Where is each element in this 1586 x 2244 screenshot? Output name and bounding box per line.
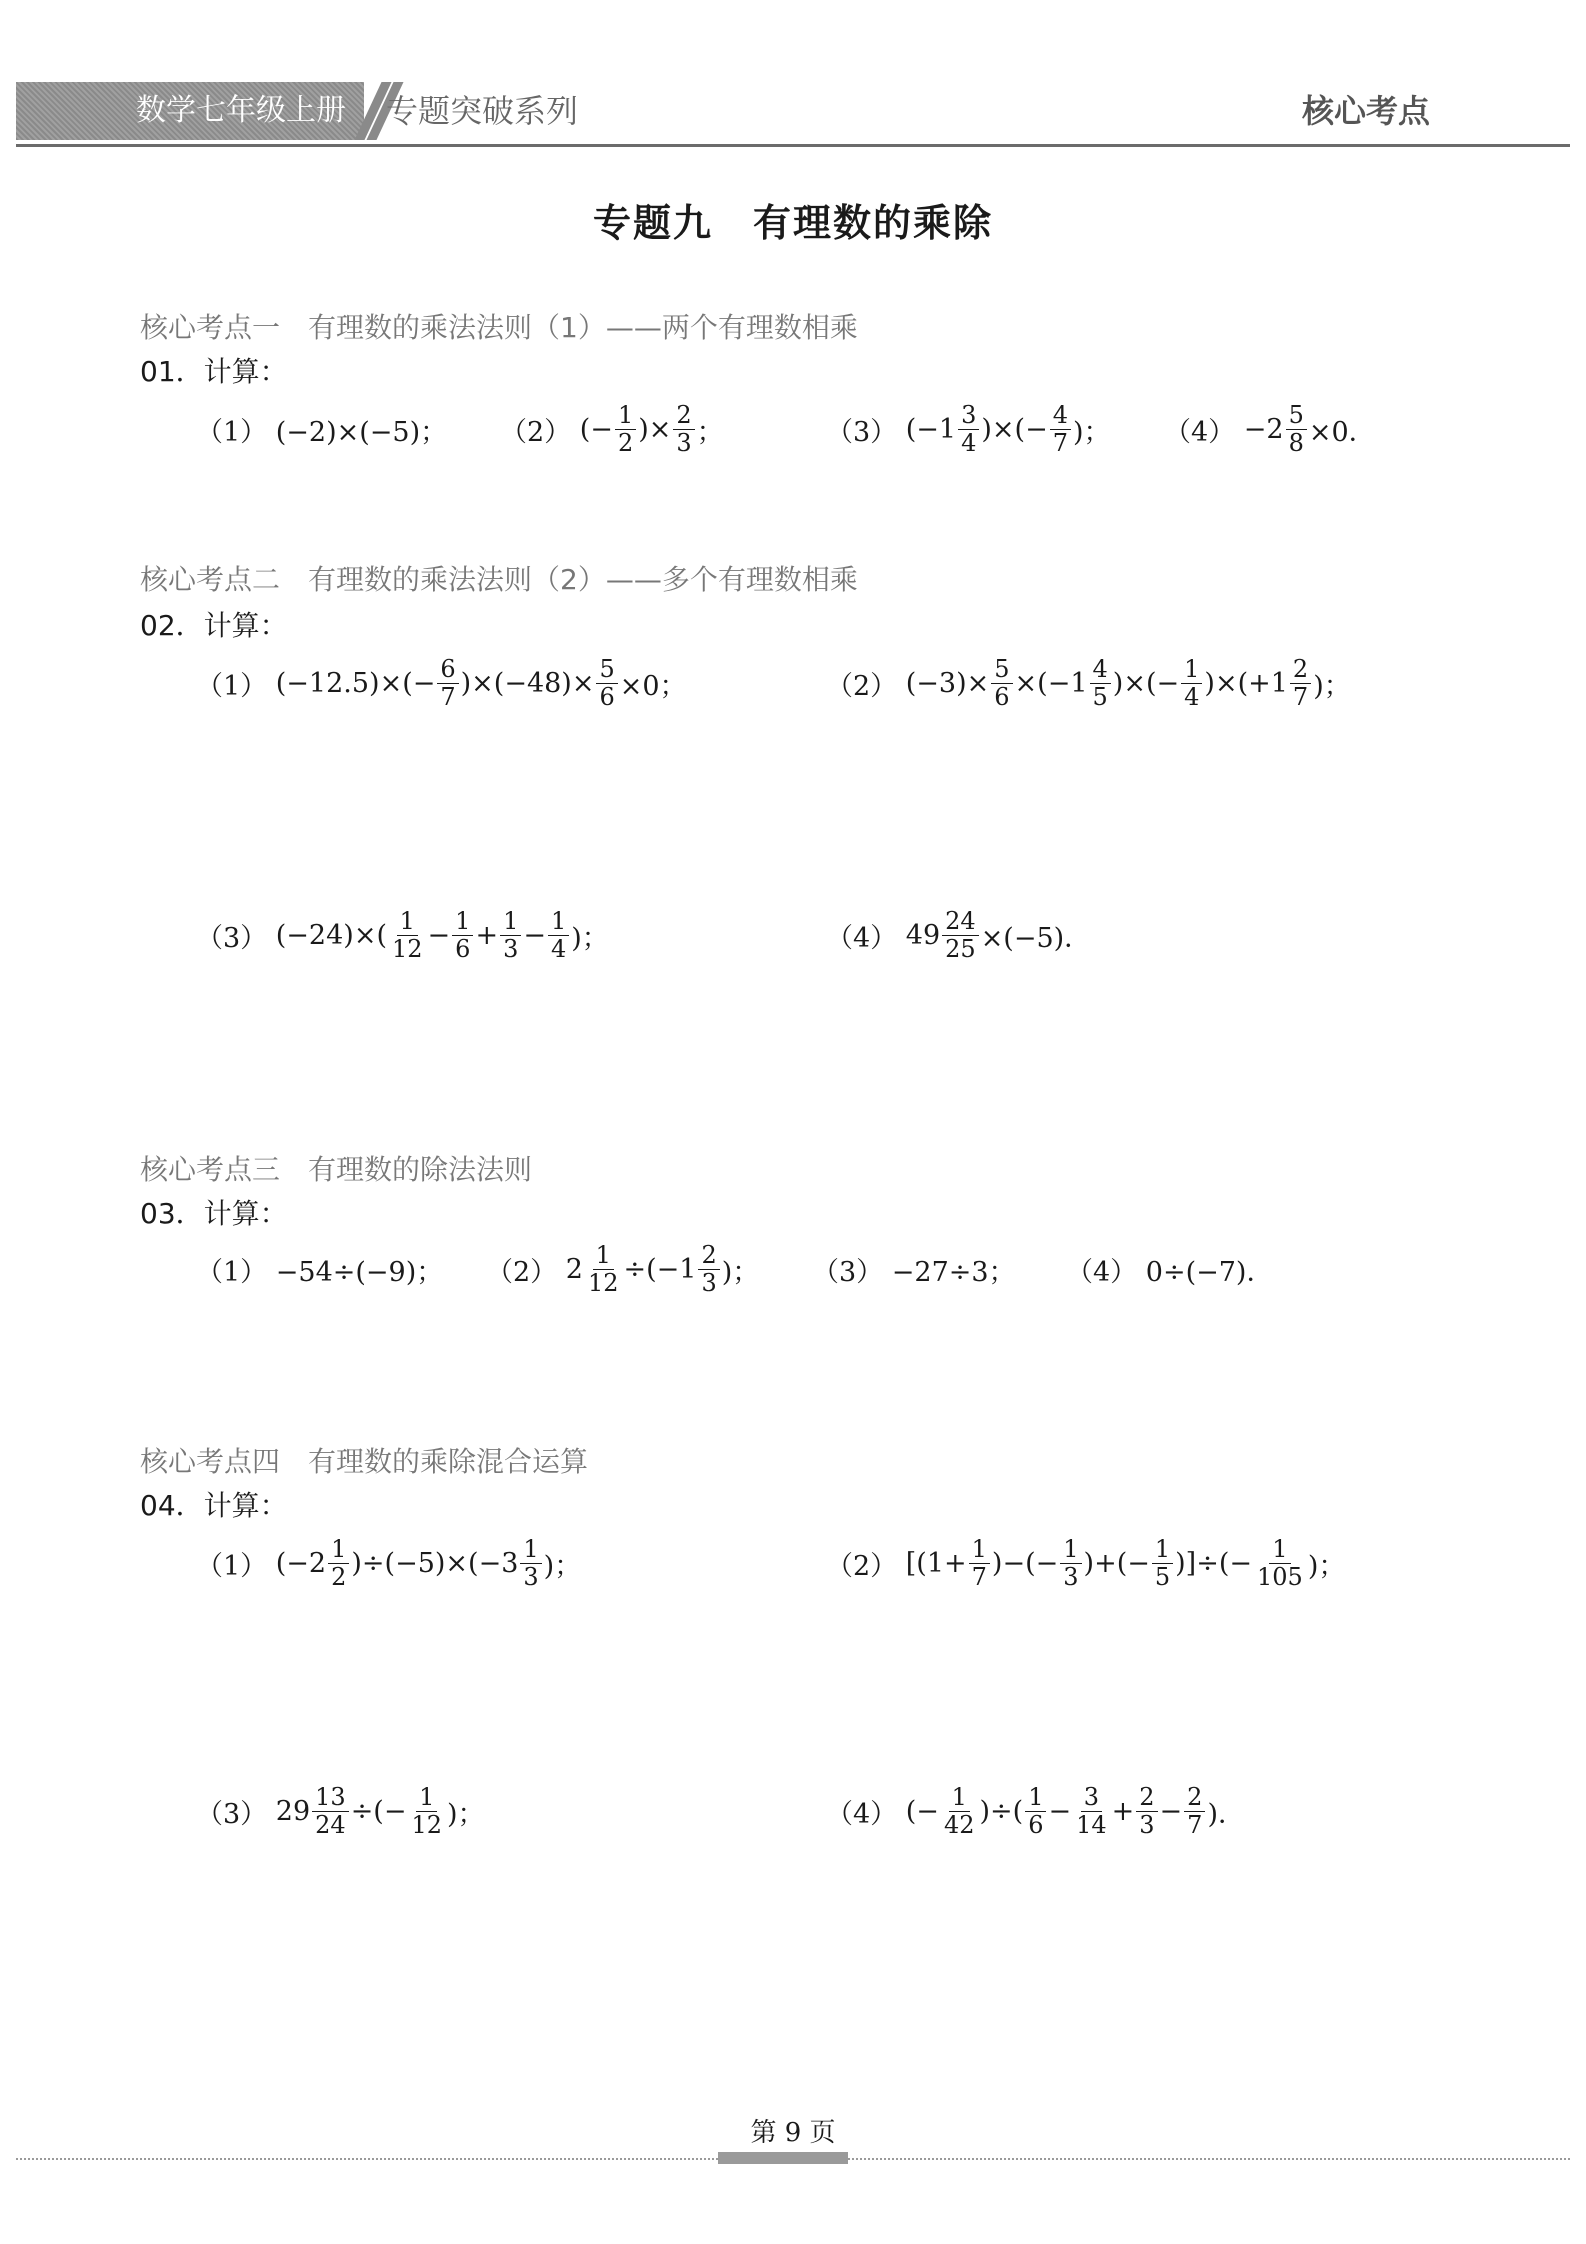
problem: （2） [(1+ $\frac{1}{7}$ )−(− $\frac{1}{3}$ )+(− $\frac{1}{5}$ )]÷(− $\frac{1}{105}$ )；: [826, 1535, 1346, 1591]
problem: （1） −54÷(−9)；: [196, 1224, 443, 1314]
page-number: 第 9 页: [750, 2118, 836, 2148]
problem: （1） (−2)×(−5)；: [196, 384, 447, 474]
problem: （3） (−1 $\frac{3}{4}$ )×(− $\frac{4}{7}$ )；: [826, 401, 1111, 457]
page-title: 专题九 有理数的乘除: [592, 201, 993, 245]
problem: （3） −27÷3；: [812, 1224, 1016, 1314]
problem: （3） 29 $\frac{13}{24}$ ÷(− $\frac{1}{12}$ )；: [196, 1783, 485, 1839]
question-number: 04．计算：: [140, 1489, 288, 1522]
section-heading: 核心考点三 有理数的除法法则: [140, 1153, 533, 1186]
problem-label: （1）: [196, 1550, 268, 1582]
problem: （4） 49 $\frac{24}{25}$ ×(−5)．: [826, 907, 1092, 963]
question-number: 03．计算：: [140, 1197, 288, 1230]
problem-label: （3）: [196, 1798, 268, 1830]
section-heading: 核心考点四 有理数的乘除混合运算: [140, 1445, 589, 1478]
problem: （2） 2 $\frac{1}{12}$ ÷(−1 $\frac{2}{3}$ )；: [486, 1241, 760, 1297]
problem-label: （4）: [1066, 1256, 1138, 1288]
problem-label: （1）: [196, 670, 268, 702]
problem: （1） (−12.5)×(− $\frac{6}{7}$ )×(−48)× $\frac{5}{6}$ ×0；: [196, 655, 687, 711]
problem-label: （4）: [826, 922, 898, 954]
problem-label: （2）: [500, 416, 572, 448]
problem: （3） (−24)×( $\frac{1}{12}$ − $\frac{1}{6}$ + $\frac{1}{3}$ − $\frac{1}{4}$ )；: [196, 907, 609, 963]
problem-label: （2）: [826, 670, 898, 702]
problem: （4） (− $\frac{1}{42}$ )÷( $\frac{1}{6}$ − $\frac{3}{14}$ + $\frac{2}{3}$ − $\frac{2}{7}$ )．: [826, 1783, 1245, 1839]
header-grade-tab: 数学七年级上册: [16, 82, 364, 140]
problem: （2） (−3)× $\frac{5}{6}$ ×(−1 $\frac{4}{5}$ )×(− $\frac{1}{4}$ )×(+1 $\frac{2}{7}$ )；: [826, 655, 1351, 711]
problem-label: （3）: [196, 922, 268, 954]
question-number: 01．计算：: [140, 355, 288, 388]
section-heading: 核心考点一 有理数的乘法法则（1）——两个有理数相乘: [140, 311, 858, 344]
problem: （2） (− $\frac{1}{2}$ )× $\frac{2}{3}$ ；: [500, 401, 724, 457]
problem-label: （1）: [196, 1256, 268, 1288]
problem: （4） 0÷(−7)．: [1066, 1224, 1273, 1314]
problem-label: （2）: [486, 1256, 558, 1288]
problem-label: （2）: [826, 1550, 898, 1582]
header-right: 核心考点: [1301, 92, 1430, 130]
problem-label: （3）: [812, 1256, 884, 1288]
problem-label: （4）: [826, 1798, 898, 1830]
problem: （1） (−2 $\frac{1}{2}$ )÷(−5)×(−3 $\frac{1}{3}$ )；: [196, 1535, 582, 1591]
problem-label: （4）: [1164, 416, 1236, 448]
header-series: 专题突破系列: [386, 92, 579, 130]
section-heading: 核心考点二 有理数的乘法法则（2）——多个有理数相乘: [140, 563, 858, 596]
problem-label: （1）: [196, 416, 268, 448]
page-header: [16, 82, 1570, 147]
problem: （4） −2 $\frac{5}{8}$ ×0．: [1164, 401, 1376, 457]
question-number: 02．计算：: [140, 609, 288, 642]
footer-tab: [718, 2152, 848, 2164]
problem-label: （3）: [826, 416, 898, 448]
